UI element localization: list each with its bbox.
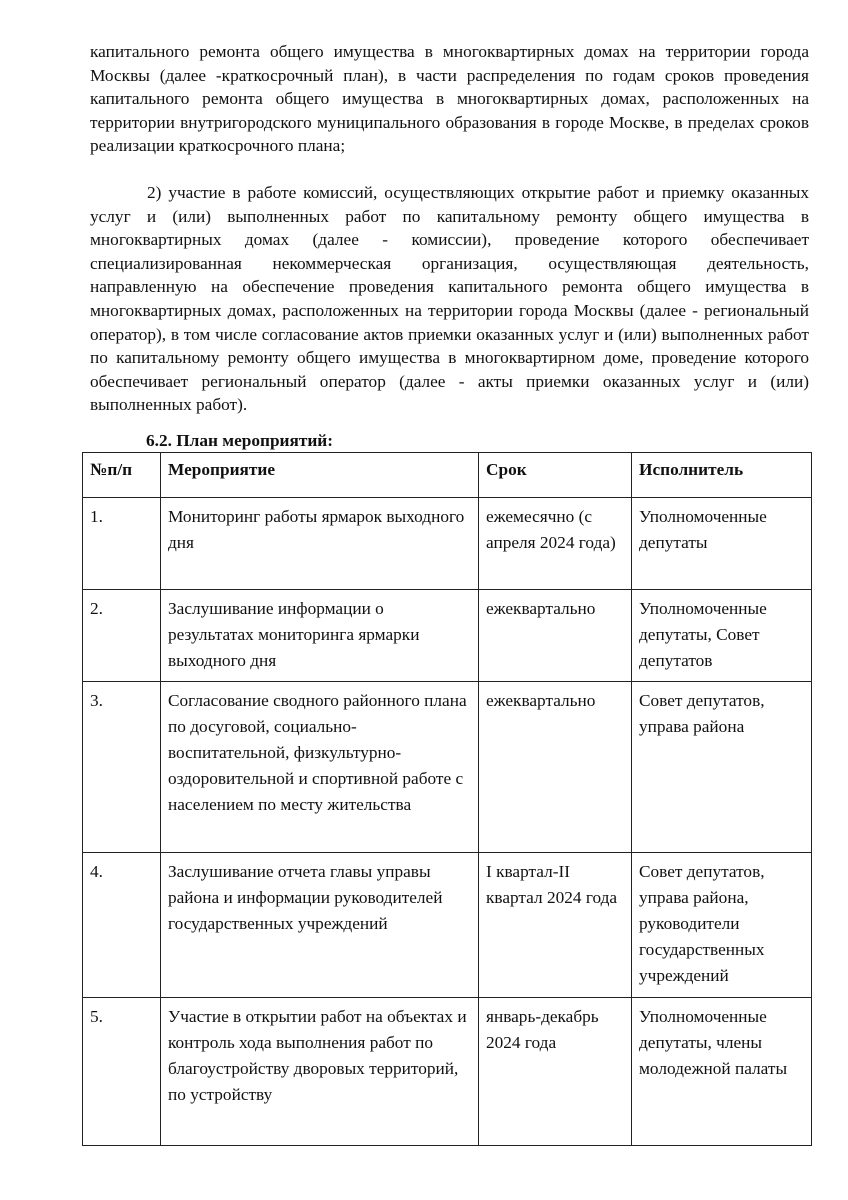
table-row xyxy=(83,682,812,853)
row-executor: Совет депутатов, управа района, руководители государственных учреждений xyxy=(632,853,812,998)
header-number: №п/п xyxy=(83,453,161,498)
row-executor: Уполномоченные депутаты, Совет депутатов xyxy=(632,590,812,682)
table-row xyxy=(83,998,812,1146)
row-term: январь-декабрь 2024 года xyxy=(479,998,632,1146)
table-header-row xyxy=(83,453,812,498)
row-number: 4. xyxy=(83,853,161,998)
row-event: Согласование сводного районного плана по досуговой, социально-воспитательной, физкультурно-оздоровительной и спортивной работе с населением по месту жительства xyxy=(161,682,479,853)
row-event: Заслушивание отчета главы управы района и информации руководителей государственных учреждений xyxy=(161,853,479,998)
row-term: ежеквартально xyxy=(479,682,632,853)
row-event: Участие в открытии работ на объектах и контроль хода выполнения работ по благоустройству дворовых территорий, по устройству xyxy=(161,998,479,1146)
paragraph-commission-participation: 2) участие в работе комиссий, осуществляющих открытие работ и приемку оказанных услуг и (или) выполненных работ по капитальному ремонту общего имущества в многоквартирных домах (далее - комиссии), проведение которого обеспечивает специализированная некоммерческая организация, осуществляющая деятельность, направленную на обеспечение проведения капитального ремонта общего имущества в многоквартирных домах, расположенных на территории города Москвы (далее - региональный оператор), в том числе согласование актов приемки оказанных услуг и (или) выполненных работ по капитальному ремонту общего имущества в многоквартирном доме, проведение которого обеспечивает региональный оператор (далее - акты приемки оказанных услуг и (или) выполненных работ). xyxy=(90,183,809,415)
row-term: ежеквартально xyxy=(479,590,632,682)
row-event: Мониторинг работы ярмарок выходного дня xyxy=(161,498,479,590)
paragraph-capital-repair-plan: капитального ремонта общего имущества в многоквартирных домах на территории города Москвы (далее -краткосрочный план), в части распределения по годам сроков проведения капитального ремонта общего имущества в многоквартирных домах, расположенных на территории внутригородского муниципального образования в городе Москве, в пределах сроков реализации краткосрочного плана; xyxy=(90,42,809,156)
row-number: 5. xyxy=(83,998,161,1146)
row-term: ежемесячно (с апреля 2024 года) xyxy=(479,498,632,590)
row-event: Заслушивание информации о результатах мониторинга ярмарки выходного дня xyxy=(161,590,479,682)
table-row xyxy=(83,590,812,682)
header-executor: Исполнитель xyxy=(632,453,812,498)
row-executor: Уполномоченные депутаты, члены молодежной палаты xyxy=(632,998,812,1146)
header-term: Срок xyxy=(479,453,632,498)
table-row xyxy=(83,853,812,998)
events-plan-table xyxy=(82,452,812,1146)
row-executor: Уполномоченные депутаты xyxy=(632,498,812,590)
row-number: 1. xyxy=(83,498,161,590)
row-executor: Совет депутатов, управа района xyxy=(632,682,812,853)
row-number: 3. xyxy=(83,682,161,853)
table-row xyxy=(83,498,812,590)
section-heading: 6.2. План мероприятий: xyxy=(146,431,334,450)
header-event: Мероприятие xyxy=(161,453,479,498)
row-term: I квартал-II квартал 2024 года xyxy=(479,853,632,998)
row-number: 2. xyxy=(83,590,161,682)
